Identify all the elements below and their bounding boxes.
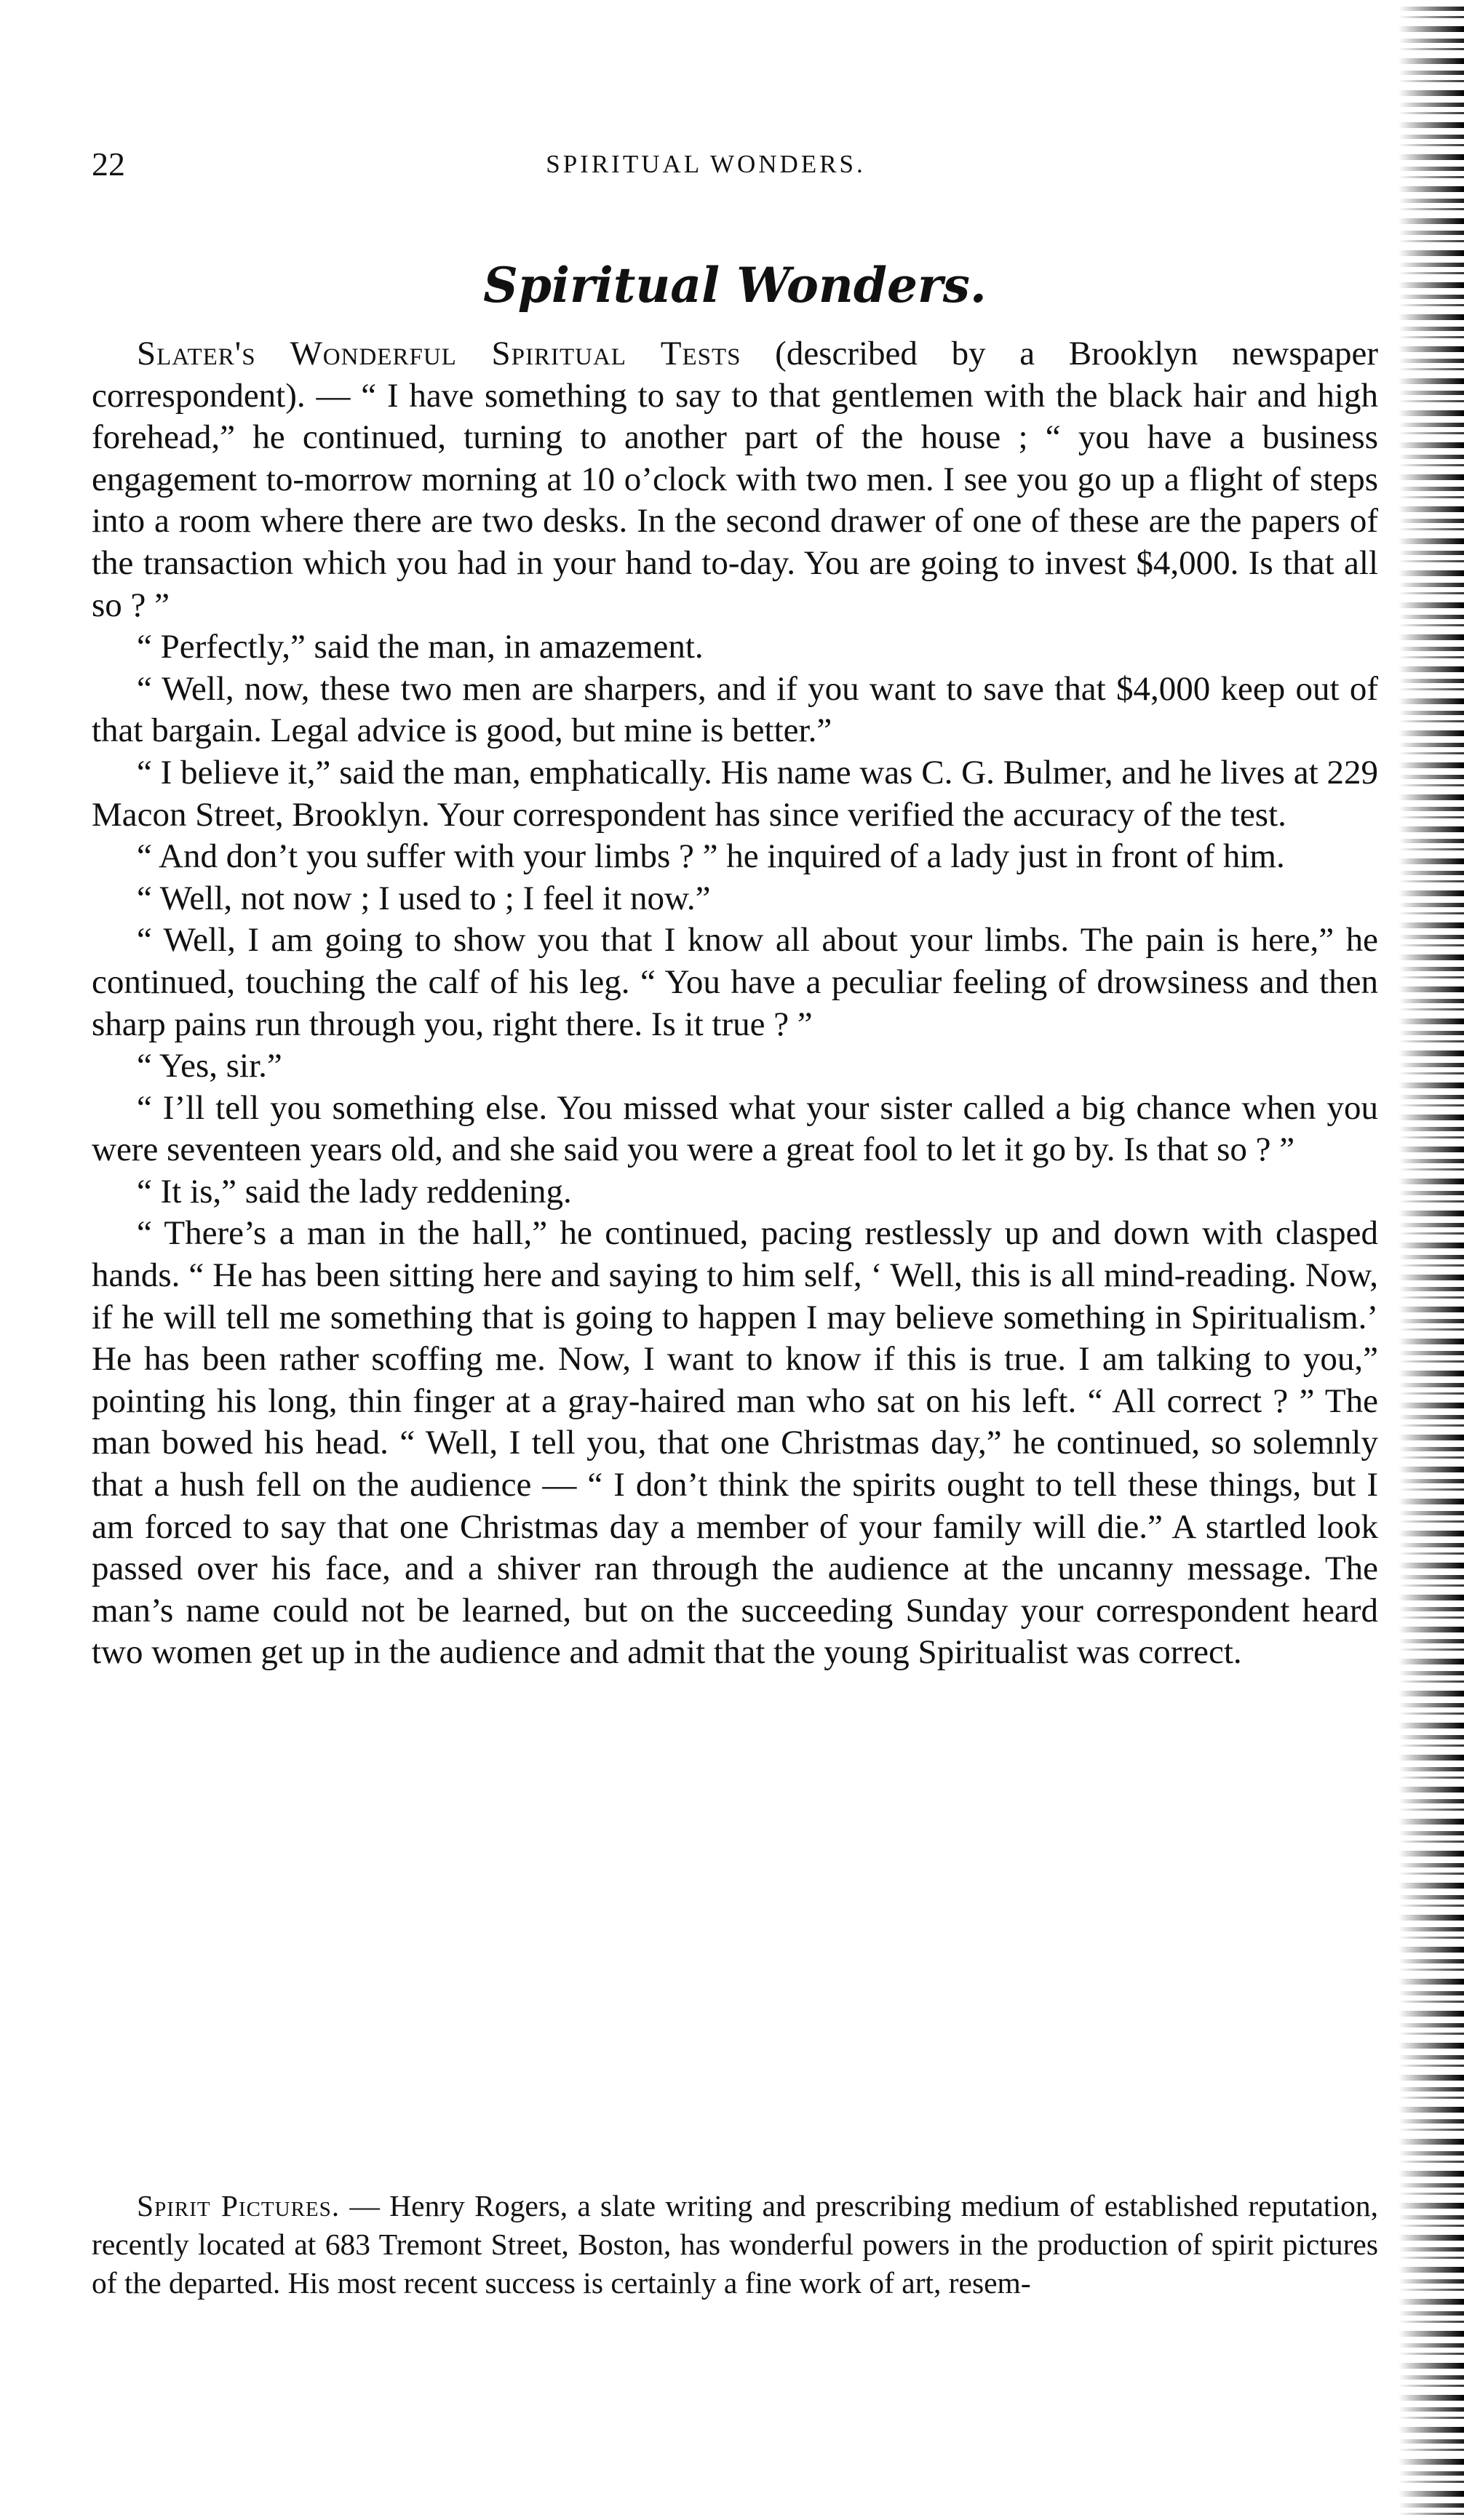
paragraph-text: (described by a Brooklyn newspaper correspondent). — “ I have something to say to that gentlemen with the black hair and high forehead,” he continued, turning to another part of the house ; “ you have a business engagement to-morrow morning at 10 o’clock with two men. I see you go up a flight of steps into a room where there are two desks. In the second drawer of one of these are the papers of the transaction which you had in your hand to-day. You are going to invest $4,000. Is that all so ? ” bbox=[92, 335, 1378, 624]
paragraph: “ Perfectly,” said the man, in amazement. bbox=[137, 628, 704, 666]
paragraph: “ Well, not now ; I used to ; I feel it now.” bbox=[137, 879, 711, 917]
running-title: SPIRITUAL WONDERS. bbox=[546, 150, 866, 178]
scanned-page-edge bbox=[1399, 0, 1464, 2520]
paragraph bbox=[92, 2187, 1378, 2302]
page-number: 22 bbox=[92, 145, 125, 183]
paragraph: “ There’s a man in the hall,” he continued, pacing restlessly up and down with clasped hands. “ He has been sitting here and saying to him self, ‘ Well, this is all mind-reading. Now, if he will tell me something that is going to happen I may believe something in Spiritualism.’ He has been rather scoffing me. Now, I want to know if this is true. I am talking to you,” pointing his long, thin finger at a gray-haired man who sat on his left. “ All correct ? ” The man bowed his head. “ Well, I tell you, that one Christmas day,” he continued, so solemnly that a hush fell on the audience — “ I don’t think the spirits ought to tell these things, but I am forced to say that one Christmas day a member of your family will die.” A startled look passed over his face, and a shiver ran through the audience at the uncanny message. The man’s name could not be learned, but on the succeeding Sunday your correspondent heard two women get up in the audience and admit that the young Spiritualist was correct. bbox=[92, 1214, 1378, 1672]
article-title: Spiritual Wonders. bbox=[483, 257, 987, 314]
paragraph: “ Well, I am going to show you that I know all about your limbs. The pain is here,” he continued, touching the calf of his leg. “ You have a peculiar feeling of drowsiness and then sharp pains run through you, right there. Is it true ? ” bbox=[92, 921, 1378, 1043]
paragraph-text: — Henry Rogers, a slate writing and prescribing medium of established reputation, recently located at 683 Tremont Street, Boston, has wonderful powers in the production of spirit pictures of the departed. His most recent success is certainly a fine work of art, resem- bbox=[92, 2189, 1378, 2300]
paragraph: “ And don’t you suffer with your limbs ? ” he inquired of a lady just in front of him. bbox=[137, 837, 1285, 876]
paragraph: “ I believe it,” said the man, emphatically. His name was C. G. Bulmer, and he lives at 229 Macon Street, Brooklyn. Your correspondent has since verified the accuracy of the test. bbox=[92, 753, 1378, 834]
paragraph: “ I’ll tell you something else. You missed what your sister called a big chance when you were seventeen years old, and she said you were a great fool to let it go by. Is that so ? ” bbox=[92, 1088, 1378, 1169]
paragraph: “ Well, now, these two men are sharpers, and if you want to save that $4,000 keep out of that bargain. Legal advice is good, but mine is better.” bbox=[92, 669, 1378, 750]
spirit-pictures-section bbox=[92, 2187, 1378, 2302]
paragraph: “ Yes, sir.” bbox=[137, 1047, 282, 1085]
running-head bbox=[92, 143, 1378, 186]
paragraph bbox=[92, 333, 1378, 626]
paragraph: “ It is,” said the lady reddening. bbox=[137, 1172, 572, 1211]
section-lead: Slater's Wonderful Spiritual Tests bbox=[137, 335, 741, 372]
article-body bbox=[92, 333, 1378, 1674]
section-lead: Spirit Pictures. bbox=[137, 2189, 341, 2222]
